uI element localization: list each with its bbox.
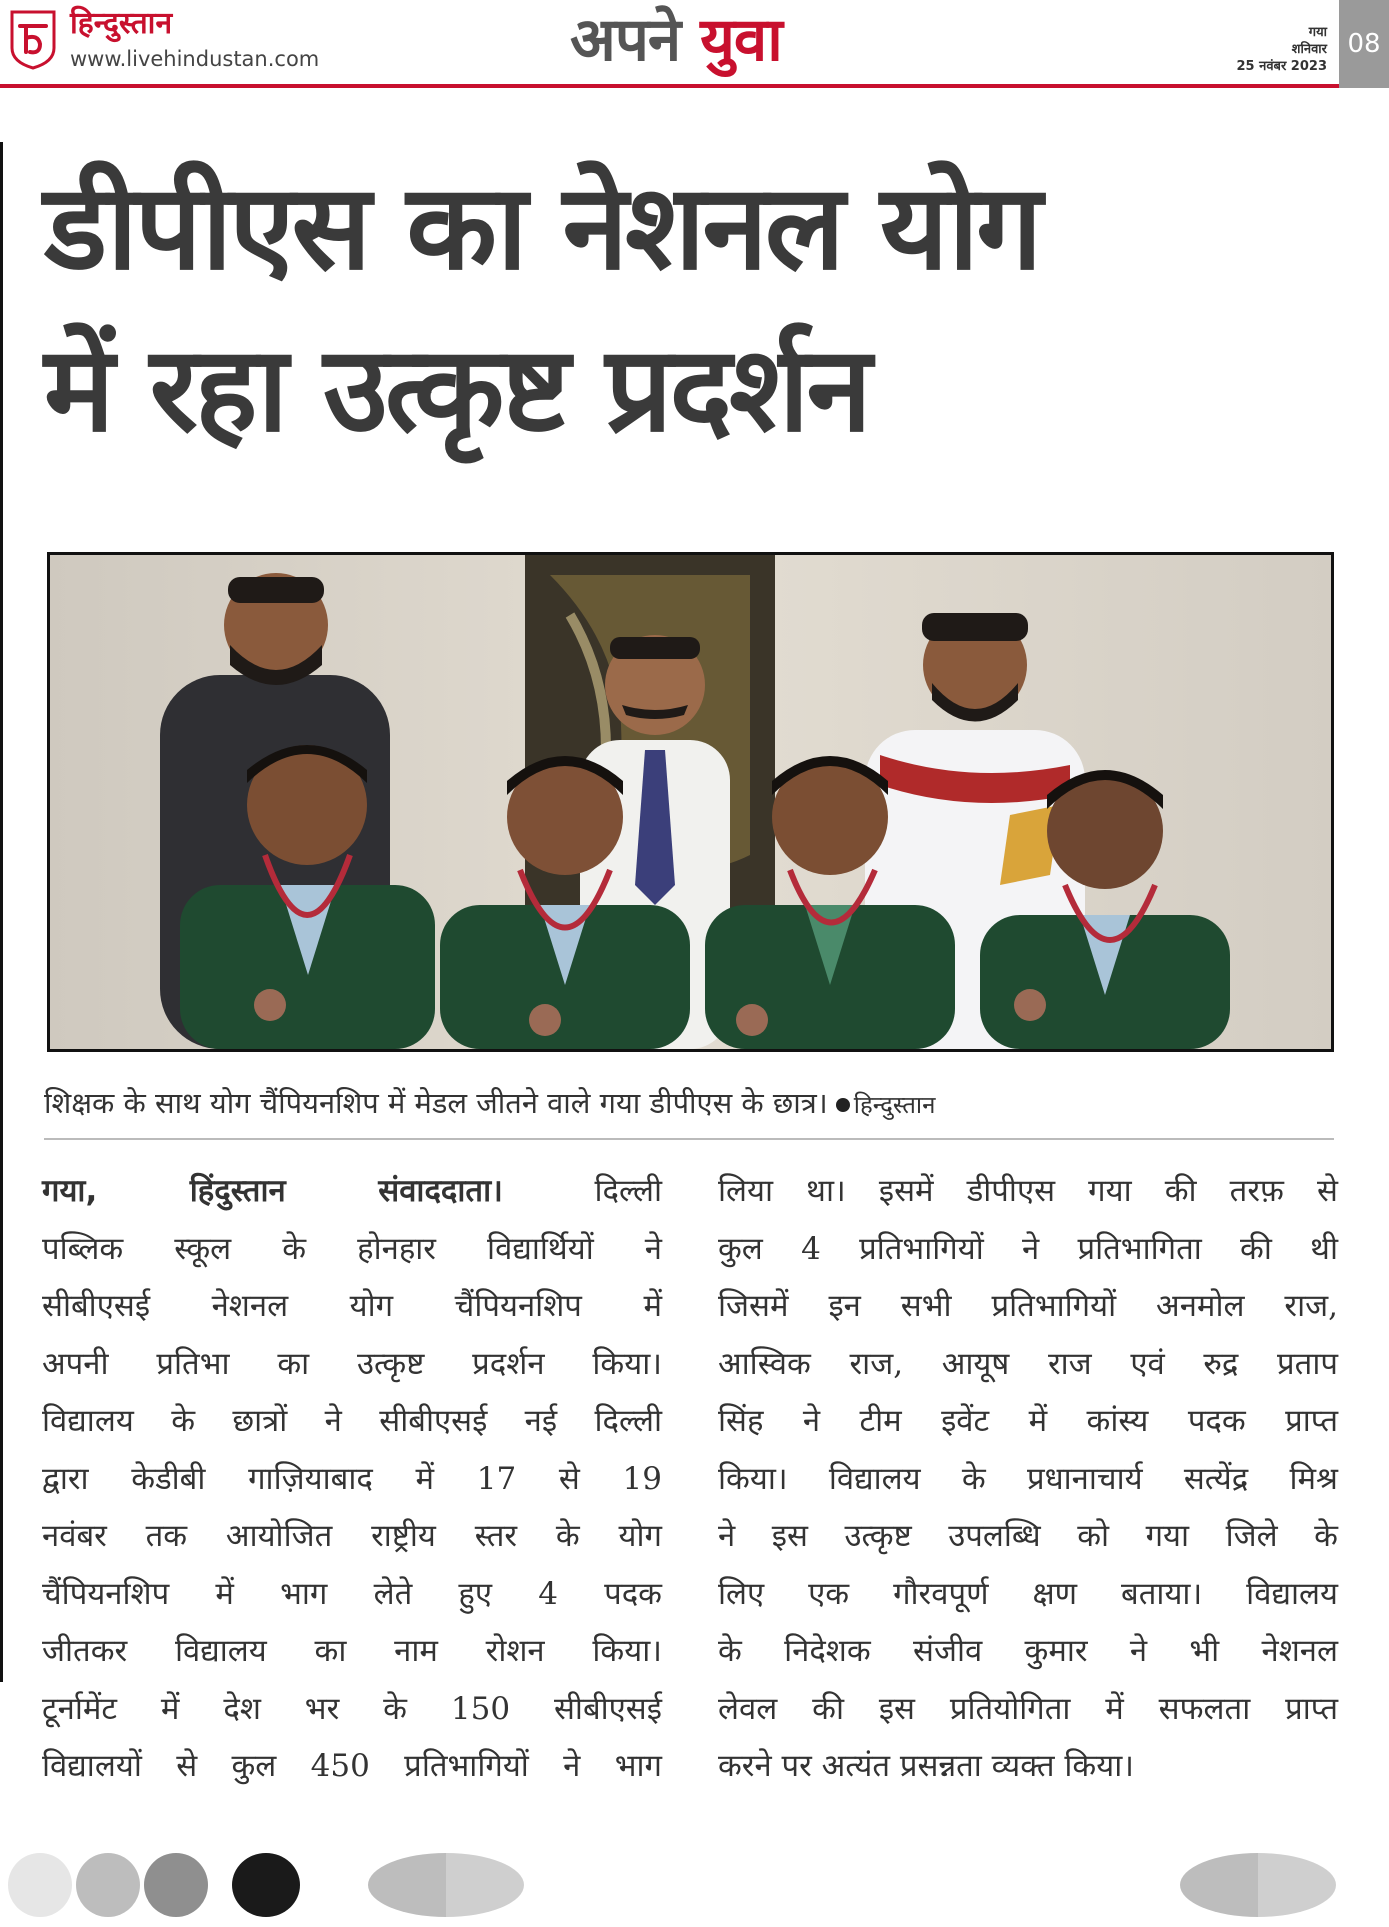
registration-mark-dark <box>144 1853 208 1917</box>
registration-mark-light <box>8 1853 72 1917</box>
photo-caption <box>44 1083 1344 1125</box>
headline-line1: डीपीएस का नेशनल योग <box>44 158 1040 296</box>
article-line: कुल 4 प्रतिभागियों ने प्रतिभागिता की थी <box>718 1230 1338 1267</box>
article-line: द्वारा केडीबी गाज़ियाबाद में 17 से 19 <box>42 1460 662 1497</box>
edition-weekday: शनिवार <box>1291 42 1327 57</box>
article-line: के निदेशक संजीव कुमार ने भी नेशनल <box>718 1633 1338 1669</box>
caption-divider <box>44 1138 1334 1140</box>
article-line: गया, हिंदुस्तान संवाददाता। दिल्ली <box>42 1173 662 1209</box>
article-column-1 <box>42 1163 662 1796</box>
news-photo <box>47 552 1334 1052</box>
column-left-rule <box>0 142 3 1682</box>
article-line: आस्विक राज, आयूष राज एवं रुद्र प्रताप <box>718 1345 1338 1382</box>
registration-mark-black <box>232 1853 300 1917</box>
brand-name: हिन्दुस्तान <box>70 6 173 41</box>
article-line: पब्लिक स्कूल के होनहार विद्यार्थियों ने <box>42 1230 662 1267</box>
headline <box>44 146 1344 470</box>
article-line: लिया था। इसमें डीपीएस गया की तरफ़ से <box>718 1173 1338 1209</box>
article-line: विद्यालयों से कुल 450 प्रतिभागियों ने भाग <box>42 1748 662 1784</box>
article-line: लेवल की इस प्रतियोगिता में सफलता प्राप्त <box>718 1690 1338 1727</box>
article-line: लिए एक गौरवपूर्ण क्षण बताया। विद्यालय <box>718 1575 1338 1612</box>
masthead <box>0 0 1389 88</box>
section-title-word2: युवा <box>700 5 782 75</box>
edition-dateline <box>1236 24 1327 75</box>
article-line: ने इस उत्कृष्ट उपलब्धि को गया जिले के <box>718 1518 1338 1554</box>
article-dateline: गया, हिंदुस्तान संवाददाता। <box>42 1173 503 1209</box>
registration-mark-oval-center <box>368 1853 524 1917</box>
page-number: 08 <box>1339 0 1389 88</box>
article-line: किया। विद्यालय के प्रधानाचार्य सत्येंद्र मिश्र <box>718 1460 1338 1497</box>
bullet-icon <box>836 1098 850 1112</box>
article-line: करने पर अत्यंत प्रसन्नता व्यक्त किया। <box>718 1748 1134 1784</box>
headline-line2: में रहा उत्कृष्ट प्रदर्शन <box>44 320 869 458</box>
article-line: सिंह ने टीम इवेंट में कांस्य पदक प्राप्त <box>718 1403 1338 1439</box>
group-photo-illustration <box>50 555 1331 1049</box>
edition-city: गया <box>1308 25 1327 40</box>
section-title <box>570 4 782 76</box>
masthead-divider <box>0 84 1339 88</box>
article-line: जीतकर विद्यालय का नाम रोशन किया। <box>42 1633 662 1669</box>
registration-mark-oval-right <box>1180 1853 1336 1917</box>
article-line: जिसमें इन सभी प्रतिभागियों अनमोल राज, <box>718 1288 1338 1324</box>
registration-mark-mid <box>76 1853 140 1917</box>
article-line: सीबीएसई नेशनल योग चैंपियनशिप में <box>42 1288 662 1324</box>
article-line: विद्यालय के छात्रों ने सीबीएसई नई दिल्ली <box>42 1403 662 1439</box>
website-link[interactable]: www.livehindustan.com <box>70 47 320 71</box>
article-line: अपनी प्रतिभा का उत्कृष्ट प्रदर्शन किया। <box>42 1345 662 1382</box>
edition-date: 25 नवंबर 2023 <box>1236 59 1327 74</box>
hindustan-logo-icon <box>8 8 58 70</box>
article-line: टूर्नामेंट में देश भर के 150 सीबीएसई <box>42 1690 662 1727</box>
section-title-word1: अपने <box>570 5 681 75</box>
article-line: नवंबर तक आयोजित राष्ट्रीय स्तर के योग <box>42 1518 662 1554</box>
article-line: चैंपियनशिप में भाग लेते हुए 4 पदक <box>42 1575 662 1612</box>
article-column-2 <box>718 1163 1338 1796</box>
photo-credit: हिन्दुस्तान <box>853 1091 936 1119</box>
caption-text: शिक्षक के साथ योग चैंपियनशिप में मेडल जीतने वाले गया डीपीएस के छात्र। <box>44 1086 828 1120</box>
